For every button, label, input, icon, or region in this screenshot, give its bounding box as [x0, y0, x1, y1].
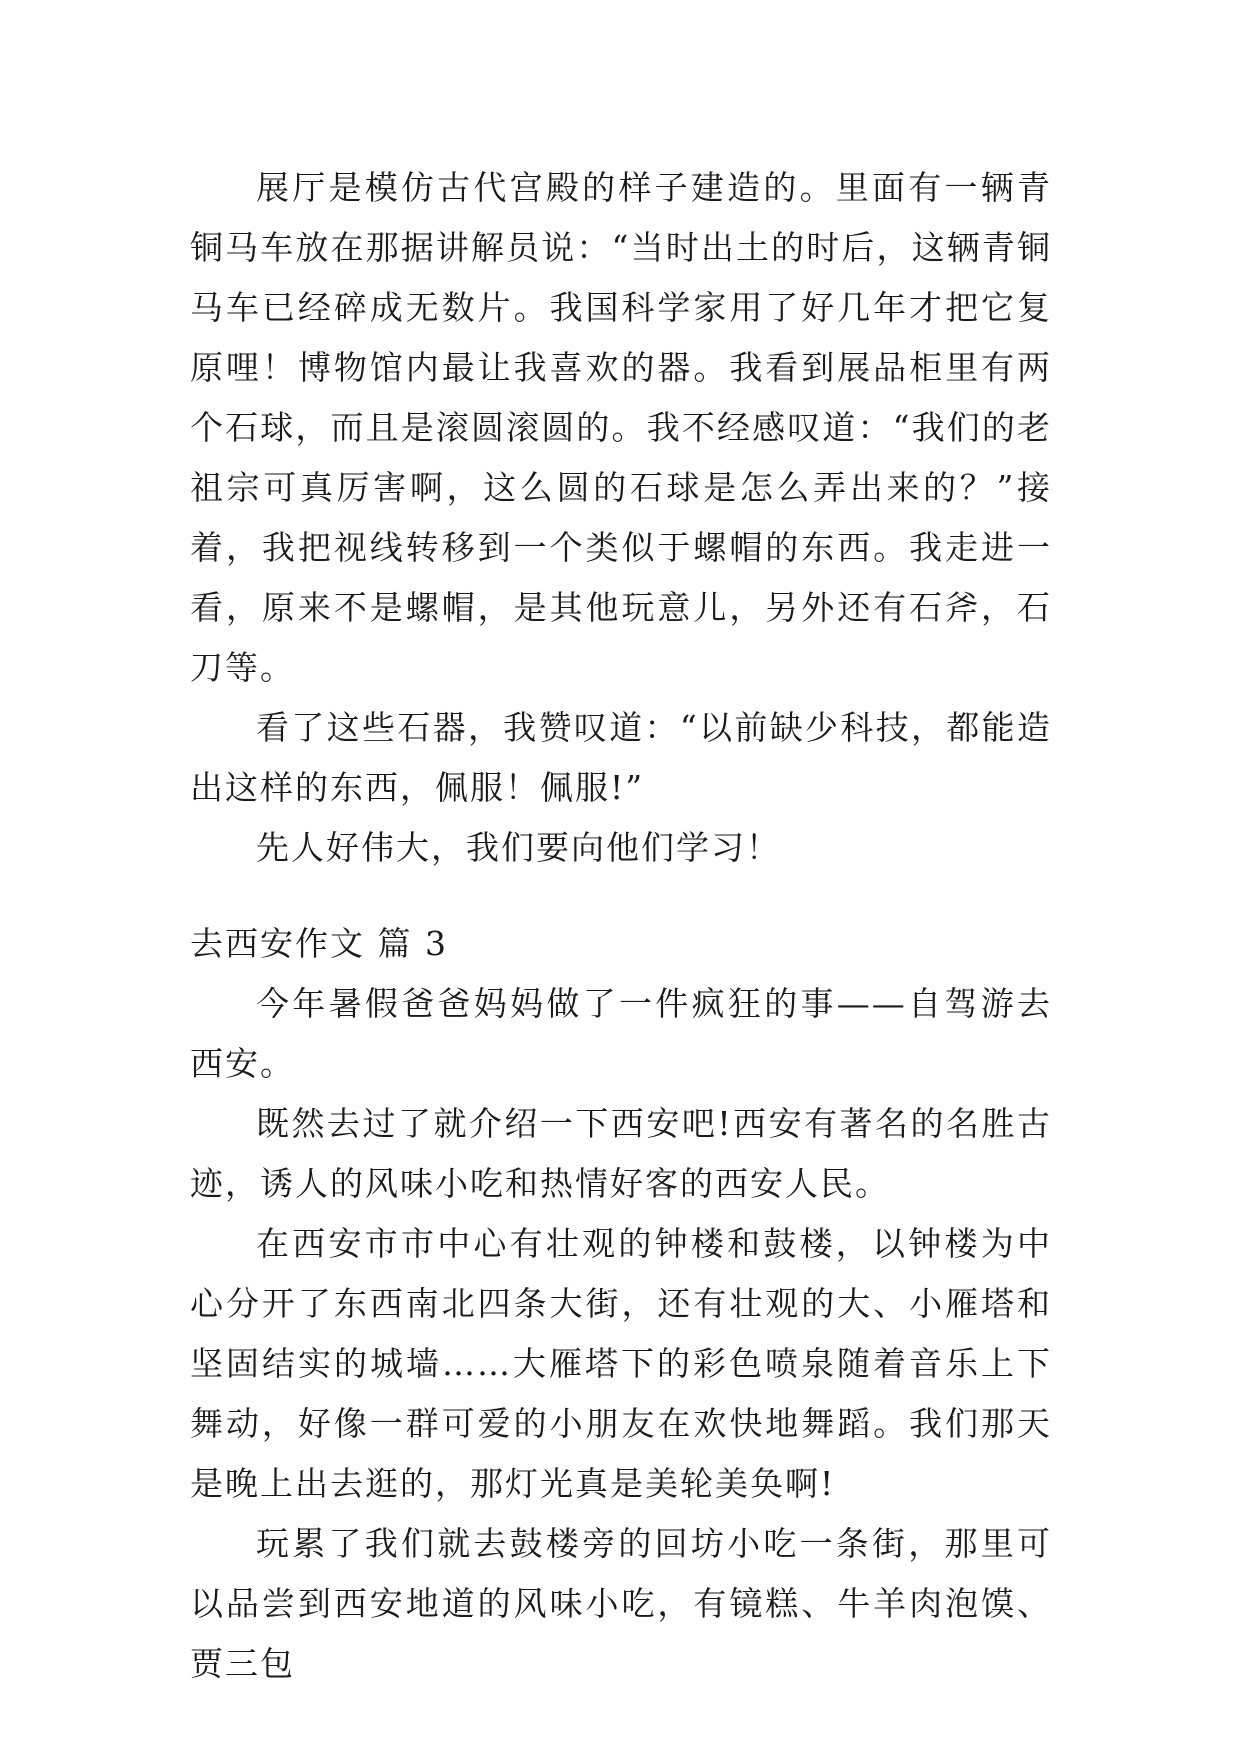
- document-body: [190, 158, 1052, 1694]
- paragraph-bell-tower: 在西安市市中心有壮观的钟楼和鼓楼，以钟楼为中心分开了东西南北四条大街，还有壮观的大、小雁塔和坚固结实的城墙……大雁塔下的彩色喷泉随着音乐上下舞动，好像一群可爱的小朋友在欢快地舞蹈。我们那天是晚上出去逛的，那灯光真是美轮美奂啊!: [190, 1224, 1052, 1503]
- section-heading: 去西安作文 篇 3: [190, 924, 448, 963]
- paragraph-stone-tools: 看了这些石器，我赞叹道：“以前缺少科技，都能造出这样的东西，佩服！佩服!”: [190, 708, 1052, 807]
- paragraph-exhibition-hall: 展厅是模仿古代宫殿的样子建造的。里面有一辆青铜马车放在那据讲解员说：“当时出土的时后，这辆青铜马车已经碎成无数片。我国科学家用了好几年才把它复原哩！博物馆内最让我喜欢的器。我看到展品柜里有两个石球，而且是滚圆滚圆的。我不经感叹道：“我们的老祖宗可真厉害啊，这么圆的石球是怎么弄出来的？”接着，我把视线转移到一个类似于螺帽的东西。我走进一看，原来不是螺帽，是其他玩意儿，另外还有石斧，石刀等。: [190, 168, 1052, 687]
- paragraph-ancestors: 先人好伟大，我们要向他们学习！: [256, 828, 781, 867]
- paragraph-summer-trip: 今年暑假爸爸妈妈做了一件疯狂的事——自驾游去西安。: [190, 984, 1052, 1083]
- paragraph-snack-street: 玩累了我们就去鼓楼旁的回坊小吃一条街，那里可以品尝到西安地道的风味小吃，有镜糕、牛羊肉泡馍、贾三包: [190, 1524, 1052, 1683]
- paragraph-xian-intro: 既然去过了就介绍一下西安吧!西安有著名的名胜古迹，诱人的风味小吃和热情好客的西安人民。: [190, 1104, 1052, 1203]
